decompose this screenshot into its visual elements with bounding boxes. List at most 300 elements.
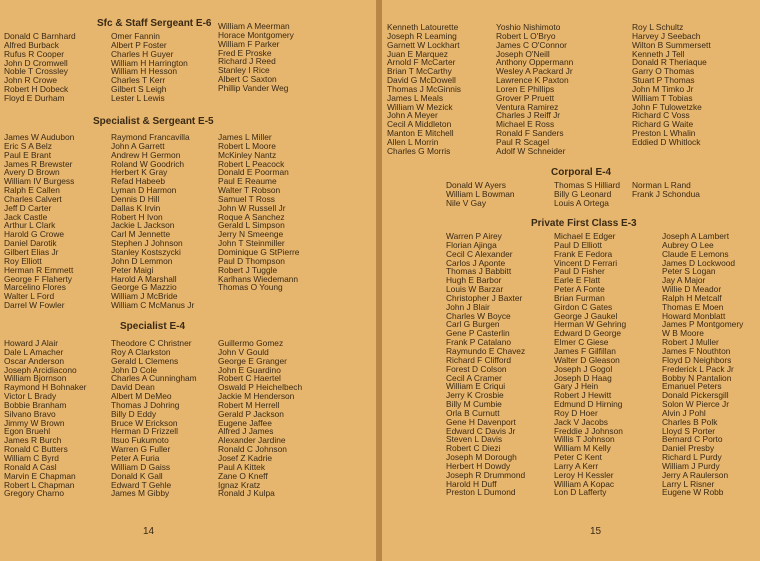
name-entry: George G Mazzio [111, 282, 177, 293]
name-entry: Albert M DeMeo [111, 391, 172, 402]
name-entry: Hugh E Barbor [446, 275, 502, 286]
name-entry: Thomas S Hilliard [554, 180, 621, 190]
name-entry: William H Hesson [111, 66, 178, 77]
name-entry: Bruce W Erickson [111, 417, 178, 428]
name-entry: Eric S A Belz [4, 140, 52, 151]
name-entry: Gregory Charno [4, 488, 65, 499]
name-entry: Albert C Saxton [218, 74, 277, 85]
name-entry: Lloyd S Porter [662, 425, 716, 436]
name-entry: Nile V Gay [446, 197, 487, 208]
name-entry: Albert P Foster [111, 39, 167, 50]
name-entry: Bobbie Branham [4, 399, 67, 410]
name-entry: James L Miller [218, 132, 272, 142]
name-entry: Alfred J James [218, 426, 274, 437]
name-entry: Preston L Dumond [446, 487, 516, 498]
name-entry: Warren P Airey [446, 231, 502, 241]
name-entry: Cecil A Cramer [446, 372, 502, 383]
name-entry: Horace Montgomery [218, 29, 294, 40]
name-entry: Eugene W Robb [662, 487, 724, 498]
name-column [218, 22, 294, 93]
name-entry: Kenneth J Tell [632, 48, 685, 59]
name-entry: Walter L Ford [4, 291, 55, 302]
name-entry: Robert J Tuggle [218, 264, 278, 275]
name-entry: Thomas O Young [218, 282, 283, 293]
name-entry: Alexander Jardine [218, 435, 286, 446]
name-entry: Donald R Theriaque [632, 57, 707, 68]
name-entry: Gerald L Clemens [111, 355, 179, 366]
name-entry: Joseph A Lambert [662, 231, 730, 241]
name-entry: Larry L Risner [662, 478, 715, 489]
name-entry: Jerry K Crosbie [446, 390, 504, 401]
name-entry: Peter S Logan [662, 266, 716, 277]
name-entry: Walter T Robson [218, 185, 281, 196]
name-entry: Willis T Johnson [554, 434, 615, 445]
name-entry: Donald Pickersgill [662, 390, 729, 401]
name-entry: John D Cole [111, 364, 158, 375]
name-entry: John E Guardino [218, 364, 281, 375]
name-entry: Eddied D Whitlock [632, 136, 701, 147]
name-entry: Karlhans Wiedemann [218, 273, 299, 284]
name-entry: George E Granger [218, 355, 287, 366]
name-entry: Robert C Haertel [218, 373, 281, 384]
name-entry: Solon W Pierce Jr [662, 399, 730, 410]
name-entry: George F Flaherty [4, 273, 72, 284]
name-entry: William T Tobias [632, 92, 693, 103]
name-entry: Lawrence K Paxton [496, 75, 569, 86]
name-entry: Garnett W Lockhart [387, 39, 460, 50]
name-entry: John D Lemmon [111, 255, 173, 266]
name-entry: Yoshio Nishimoto [496, 22, 561, 32]
name-entry: William D Gaiss [111, 461, 171, 472]
name-entry: Arthur L Clark [4, 220, 56, 231]
name-entry: Howard J Alair [4, 338, 58, 348]
name-entry: Lester L Lewis [111, 92, 165, 103]
name-entry: James R Brewster [4, 158, 73, 169]
name-entry: Refad Habeeb [111, 176, 166, 187]
name-entry: Richard C Voss [632, 110, 690, 121]
name-entry: Kenneth Latourette [387, 22, 459, 32]
name-column [111, 32, 188, 103]
name-entry: Dallas K Irvin [111, 202, 161, 213]
name-entry: Cecil C Alexander [446, 248, 513, 259]
name-entry: Victor L Brady [4, 391, 57, 402]
name-entry: Richard F Clifford [446, 354, 512, 365]
name-entry: Adolf W Schneider [496, 145, 566, 156]
name-column [4, 32, 76, 103]
name-entry: Roy Elliott [4, 255, 42, 266]
name-column [554, 181, 620, 208]
name-entry: Grover P Pruett [496, 92, 555, 103]
name-entry: John R Crowe [4, 75, 58, 86]
name-entry: Charles B Polk [662, 416, 718, 427]
name-column [632, 181, 700, 199]
name-entry: Frank E Fedora [554, 248, 613, 259]
name-entry: Michael E Ross [496, 119, 555, 130]
name-entry: Ralph E Callen [4, 185, 60, 196]
name-entry: Wilton B Summersett [632, 39, 711, 50]
name-entry: Robert L Chapman [4, 479, 75, 490]
name-entry: Carlos J Aponte [446, 257, 506, 268]
name-entry: Lon D Lafferty [554, 487, 607, 498]
name-entry: David Dean [111, 382, 155, 393]
name-entry: Loren E Phillips [496, 83, 555, 94]
name-entry: Jack Castle [4, 211, 48, 222]
name-entry: Brian Furman [554, 292, 605, 303]
page-number: 14 [143, 526, 155, 537]
name-entry: W B Moore [662, 328, 704, 339]
name-entry: William E Criqui [446, 381, 506, 392]
name-entry: Edward C Davis Jr [446, 425, 516, 436]
name-entry: Paul A Kittek [218, 461, 266, 472]
name-entry: Richard J Reed [218, 56, 276, 67]
name-entry: Anthony Oppermann [496, 57, 574, 68]
name-entry: Itsuo Fukumoto [111, 435, 169, 446]
name-entry: Carl M Jennette [111, 229, 171, 240]
name-entry: Harold G Crowe [4, 229, 65, 240]
name-entry: Roy A Clarkston [111, 346, 171, 357]
name-entry: Frank J Schondua [632, 188, 700, 199]
name-entry: Manton E Mitchell [387, 128, 454, 139]
section-heading: Specialist E-4 [120, 321, 186, 332]
page-number: 15 [590, 526, 602, 537]
name-entry: James L Meals [387, 92, 444, 103]
name-column [496, 23, 573, 156]
name-entry: Joseph D Haag [554, 372, 612, 383]
name-entry: Vincent D Ferrari [554, 257, 618, 268]
name-column [218, 339, 302, 498]
name-entry: Walter D Gleason [554, 354, 620, 365]
name-column [111, 133, 194, 310]
name-entry: Stanley I Rice [218, 65, 270, 76]
name-entry: Richard G Waite [632, 119, 694, 130]
name-entry: Ignaz Kratz [218, 479, 261, 490]
name-entry: Wesley A Packard Jr [496, 66, 573, 77]
name-entry: Paul R Scagel [496, 136, 550, 147]
name-entry: William L Bowman [446, 188, 515, 199]
name-entry: Herbert H Dowdy [446, 460, 511, 471]
name-entry: Silvano Bravo [4, 408, 56, 419]
name-entry: Stuart P Thomas [632, 75, 695, 86]
name-entry: Roland W Goodrich [111, 158, 185, 169]
name-entry: Charles Calvert [4, 193, 62, 204]
name-entry: Dennis D Hill [111, 193, 160, 204]
name-entry: Aubrey O Lee [662, 239, 714, 250]
name-entry: Howard Monblatt [662, 310, 726, 321]
name-entry: Joseph Arcidiacono [4, 364, 77, 375]
name-entry: John A Meyer [387, 110, 438, 121]
name-entry: William J McBride [111, 291, 178, 302]
left-page [0, 0, 378, 561]
name-entry: Peter C Kent [554, 452, 602, 463]
name-entry: Norman L Rand [632, 180, 691, 190]
name-entry: Paul D Thompson [218, 255, 285, 266]
name-entry: Emanuel Peters [662, 381, 722, 392]
name-entry: Roy L Schultz [632, 22, 684, 32]
name-entry: Gene H Davenport [446, 416, 516, 427]
name-entry: Lyman D Harmon [111, 185, 177, 196]
name-column [446, 181, 515, 208]
name-entry: Jackie M Henderson [218, 391, 295, 402]
name-entry: Gilbert Elias Jr [4, 246, 59, 257]
name-entry: Floyd E Durham [4, 92, 65, 103]
name-entry: Daniel Darotik [4, 238, 57, 249]
name-entry: Ventura Ramirez [496, 101, 559, 112]
name-entry: Robert H Dobeck [4, 84, 69, 95]
name-entry: Robert L O'Bryo [496, 30, 556, 41]
name-entry: Richard L Purdy [662, 452, 722, 463]
name-entry: Dale L Amacher [4, 346, 64, 357]
name-entry: Guillermo Gomez [218, 338, 284, 348]
name-entry: William A Kopac [554, 478, 615, 489]
name-entry: McKinley Nantz [218, 149, 277, 160]
name-entry: Brian T McCarthy [387, 66, 452, 77]
name-entry: Charles W Boyce [446, 310, 511, 321]
name-entry: William A Meerman [218, 21, 290, 31]
name-entry: Ronald F Sanders [496, 128, 564, 139]
name-entry: Steven L Davis [446, 434, 503, 445]
name-entry: Omer Fannin [111, 31, 160, 41]
name-entry: William Bjornson [4, 373, 67, 384]
name-entry: James M Gibby [111, 488, 170, 499]
name-entry: Carl G Burgen [446, 319, 500, 330]
name-entry: Arnold F McCarter [387, 57, 456, 68]
name-entry: Elmer C Giese [554, 337, 609, 348]
name-entry: Herbert K Gray [111, 167, 168, 178]
name-entry: Charles H Guyer [111, 48, 174, 59]
name-entry: Josef Z Kadrie [218, 452, 272, 463]
name-entry: Thomas J McGinnis [387, 83, 461, 94]
name-entry: Edward D George [554, 328, 622, 339]
name-entry: Herman R Emmett [4, 264, 74, 275]
name-entry: Billy M Cumbie [446, 399, 502, 410]
name-entry: Herman W Gehring [554, 319, 627, 330]
name-entry: Harvey J Seebach [632, 30, 701, 41]
name-entry: Roque A Sanchez [218, 211, 285, 222]
name-entry: Raymond H Bohnaker [4, 382, 87, 393]
name-entry: Robert H Ivon [111, 211, 163, 222]
name-entry: Robert C Diezi [446, 443, 501, 454]
name-entry: Samuel T Ross [218, 193, 275, 204]
name-column [4, 133, 74, 310]
name-entry: Noble T Crossley [4, 66, 68, 77]
section-heading: Private First Class E-3 [531, 218, 637, 229]
name-entry: Roy D Hoer [554, 407, 598, 418]
name-entry: Marvin E Chapman [4, 470, 76, 481]
name-entry: Peter A Furia [111, 452, 160, 463]
name-entry: Gerald P Jackson [218, 408, 284, 419]
name-entry: Phillip Vander Weg [218, 82, 289, 93]
name-entry: Warren G Fuller [111, 444, 171, 455]
name-entry: Gary J Hein [554, 381, 599, 392]
name-column [632, 23, 711, 147]
name-entry: Dominique G StPierre [218, 246, 300, 257]
name-entry: Preston L Whalin [632, 128, 696, 139]
name-entry: Bernard C Porto [662, 434, 723, 445]
name-column [446, 232, 525, 497]
name-entry: James F Gilfillan [554, 345, 616, 356]
name-entry: Darrel W Fowler [4, 300, 65, 311]
name-entry: William J Purdy [662, 460, 720, 471]
name-entry: Billy D Eddy [111, 408, 157, 419]
name-entry: Peter A Fonte [554, 284, 605, 295]
name-entry: Peter Maigi [111, 264, 154, 275]
name-entry: Gilbert S Leigh [111, 84, 167, 95]
name-entry: Andrew H Germon [111, 149, 181, 160]
name-column [554, 232, 626, 497]
name-entry: Donald K Gall [111, 470, 163, 481]
name-entry: Orla B Curnutt [446, 407, 500, 418]
name-entry: Garry O Thomas [632, 66, 695, 77]
name-entry: Claude E Lemons [662, 248, 729, 259]
name-entry: Freddie J Johnson [554, 425, 623, 436]
name-entry: Joseph O'Neill [496, 48, 550, 59]
name-entry: Raymond Francavilla [111, 132, 190, 142]
name-entry: Jay A Major [662, 275, 706, 286]
name-entry: Florian Ajinga [446, 239, 497, 250]
name-entry: Raymundo E Chavez [446, 345, 526, 356]
name-entry: Ronald C Butters [4, 444, 68, 455]
name-entry: Earle E Flatt [554, 275, 601, 286]
name-entry: James R Burch [4, 435, 62, 446]
name-column [218, 133, 299, 292]
name-entry: Jerry N Smeenge [218, 229, 284, 240]
name-entry: William M Kelly [554, 443, 611, 454]
name-entry: Alvin J Pohl [662, 407, 706, 418]
name-entry: Michael E Edger [554, 231, 616, 241]
name-entry: William IV Burgess [4, 176, 75, 187]
name-entry: John A Garrett [111, 140, 165, 151]
name-entry: Girdon C Gates [554, 301, 613, 312]
name-entry: Floyd D Neighbors [662, 354, 732, 365]
name-entry: Alfred Burback [4, 39, 59, 50]
name-entry: Joseph R Drummond [446, 469, 526, 480]
name-entry: Joseph R Leaming [387, 30, 457, 41]
name-entry: Ronald A Casl [4, 461, 57, 472]
name-entry: Gene P Casterlin [446, 328, 510, 339]
name-entry: John F Tulowetzke [632, 101, 702, 112]
name-entry: Charles T Kerr [111, 75, 166, 86]
name-entry: Robert M Herrell [218, 399, 280, 410]
name-entry: Paul E Brant [4, 149, 52, 160]
name-entry: William W Mezick [387, 101, 453, 112]
name-entry: Daniel Presby [662, 443, 715, 454]
name-entry: Jimmy W Brown [4, 417, 65, 428]
section-heading: Sfc & Staff Sergeant E-6 [97, 18, 212, 29]
name-entry: Jack V Jacobs [554, 416, 608, 427]
name-entry: Stanley Kostszycki [111, 246, 181, 257]
name-entry: Theodore C Christner [111, 338, 192, 348]
name-entry: Stephen J Johnson [111, 238, 183, 249]
right-page [382, 0, 760, 561]
name-entry: James P Montgomery [662, 319, 744, 330]
name-entry: Oswald P Heichelbech [218, 382, 303, 393]
name-column [387, 23, 461, 156]
name-entry: John D Cromwell [4, 57, 68, 68]
name-entry: Gerald L Simpson [218, 220, 285, 231]
name-entry: Louis A Ortega [554, 197, 609, 208]
name-entry: Willie D Meador [662, 284, 722, 295]
name-entry: Joseph J Gogol [554, 363, 613, 374]
name-entry: Eugene Jaffee [218, 417, 272, 428]
name-entry: Frank P Catalano [446, 337, 512, 348]
name-entry: James C O'Connor [496, 39, 567, 50]
name-entry: Robert L Peacock [218, 158, 285, 169]
name-entry: Ralph H Metcalf [662, 292, 722, 303]
name-entry: Charles G Morris [387, 145, 451, 156]
name-entry: Zane O Kneff [218, 470, 268, 481]
name-entry: Harold A Marshall [111, 273, 177, 284]
name-entry: Jackie L Jackson [111, 220, 175, 231]
name-entry: Cecil A Middleton [387, 119, 452, 130]
name-entry: Joseph M Dorough [446, 452, 517, 463]
name-entry: Billy G Leonard [554, 188, 612, 199]
name-entry: Thomas J Dohring [111, 399, 180, 410]
name-entry: Egon Bruehl [4, 426, 51, 437]
name-entry: William F Parker [218, 38, 280, 49]
name-entry: George J Gaukel [554, 310, 618, 321]
name-entry: John M Timko Jr [632, 83, 694, 94]
name-entry: John T Steinmiller [218, 238, 285, 249]
name-entry: Harold H Duff [446, 478, 497, 489]
name-entry: Robert J Muller [662, 337, 719, 348]
name-entry: James F Nouthton [662, 345, 731, 356]
name-entry: Christopher J Baxter [446, 292, 523, 303]
section-heading: Corporal E-4 [551, 167, 612, 178]
section-heading: Specialist & Sergeant E-5 [93, 116, 214, 127]
name-entry: Robert L Moore [218, 140, 276, 151]
name-entry: Charles A Cunningham [111, 373, 197, 384]
name-entry: Juan E Marquez [387, 48, 448, 59]
name-entry: Thomas J Babbitt [446, 266, 512, 277]
name-entry: Jeff D Carter [4, 202, 52, 213]
name-entry: Forest D Colson [446, 363, 507, 374]
name-entry: Avery D Brown [4, 167, 60, 178]
name-entry: Allen L Morrin [387, 136, 439, 147]
name-entry: Herman D Frizzell [111, 426, 179, 437]
name-entry: Marcelino Flores [4, 282, 66, 293]
name-entry: Ronald J Kulpa [218, 488, 275, 499]
name-entry: John J Blair [446, 301, 490, 312]
name-entry: Edward T Gehle [111, 479, 172, 490]
name-entry: David G McDowell [387, 75, 456, 86]
name-entry: Ronald C Johnson [218, 444, 287, 455]
name-entry: William C McManus Jr [111, 300, 195, 311]
name-entry: Larry A Kerr [554, 460, 599, 471]
name-entry: Donald W Ayers [446, 180, 506, 190]
name-entry: Thomas E Moen [662, 301, 724, 312]
name-entry: Charles J Reiff Jr [496, 110, 561, 121]
name-entry: John V Gould [218, 346, 269, 357]
name-entry: James W Audubon [4, 132, 75, 142]
name-entry: William C Byrd [4, 452, 59, 463]
name-entry: Paul D Fisher [554, 266, 605, 277]
name-column [4, 339, 86, 498]
name-entry: Edmund D Hirning [554, 399, 623, 410]
name-entry: Louis W Barzar [446, 284, 504, 295]
name-entry: Donald C Barnhard [4, 31, 76, 41]
name-column [662, 232, 743, 497]
name-entry: John W Russell Jr [218, 202, 286, 213]
name-entry: Paul D Elliott [554, 239, 602, 250]
name-entry: Fred E Proske [218, 47, 272, 58]
name-entry: Robert J Hewitt [554, 390, 612, 401]
name-entry: Paul E Reaume [218, 176, 277, 187]
name-entry: Leroy H Kessler [554, 469, 614, 480]
name-entry: Oscar Anderson [4, 355, 65, 366]
name-entry: Frederick L Pack Jr [662, 363, 734, 374]
name-entry: Bobby N Pantalion [662, 372, 732, 383]
name-entry: James D Lockwood [662, 257, 736, 268]
